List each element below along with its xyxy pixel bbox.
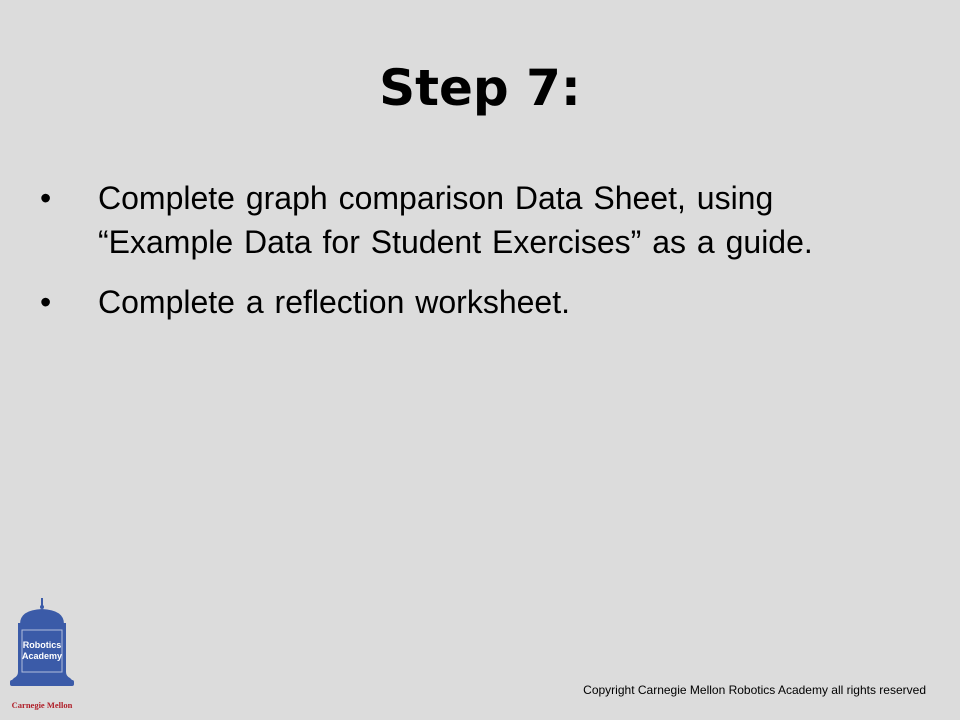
logo-brand-text: Carnegie Mellon <box>11 700 73 710</box>
bullet-text: Complete graph comparison Data Sheet, using “Example Data for Student Exercises” as a guide. <box>98 180 813 260</box>
robotics-academy-logo <box>6 596 78 712</box>
bullet-item <box>40 280 900 324</box>
logo-text-line1: Robotics <box>22 640 62 650</box>
bullet-text: Complete a reflection worksheet. <box>98 284 570 320</box>
logo-text-line2: Academy <box>21 651 63 661</box>
bullet-marker: • <box>40 284 52 320</box>
bullet-marker: • <box>40 180 52 216</box>
bullet-list <box>40 176 900 340</box>
copyright-text: Copyright Carnegie Mellon Robotics Academy all rights reserved <box>583 683 926 697</box>
slide-title: Step 7: <box>379 59 581 117</box>
bullet-item <box>40 176 900 264</box>
